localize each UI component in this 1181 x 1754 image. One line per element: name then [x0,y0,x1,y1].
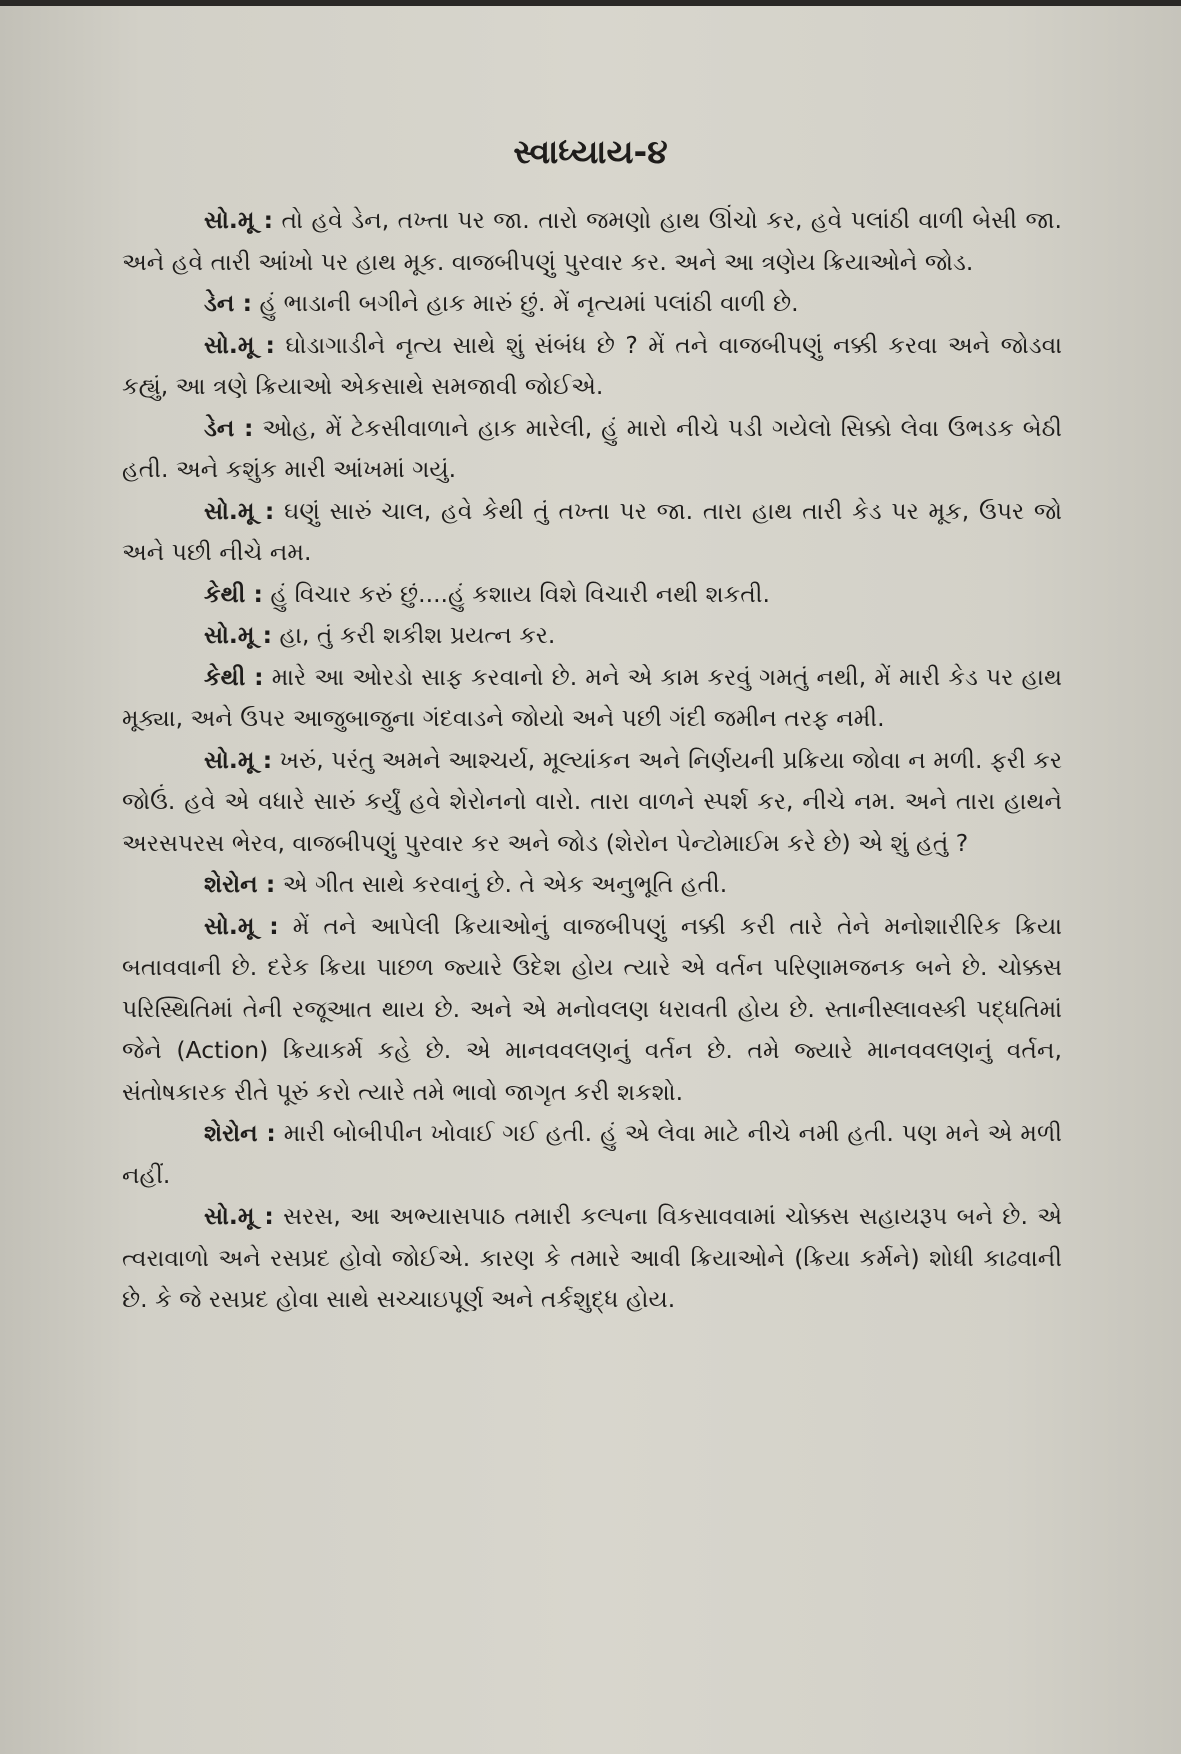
dialogue-text: ઘોડાગાડીને નૃત્ય સાથે શું સંબંધ છે ? મેં તને વાજબીપણું નક્કી કરવા અને જોડવા કહ્યું, આ ત્રણે ક્રિયાઓ એકસાથે સમજાવી જોઈએ. [122,330,1062,400]
dialogue-text: મેં તને આપેલી ક્રિયાઓનું વાજબીપણું નક્કી કરી તારે તેને મનોશારીરિક ક્રિયા બતાવવાની છે. દરેક ક્રિયા પાછળ જ્યારે ઉદેશ હોય ત્યારે એ વર્તન પરિણામજનક બને છે. ચોક્કસ પરિસ્થિતિમાં તેની રજૂઆત થાય છે. અને એ મનોવલણ ધરાવતી હોય છે. સ્તાનીસ્લાવસ્કી પદ્ધતિમાં જેને (Action) ક્રિયાકર્મ કહે છે. એ માનવવલણનું વર્તન છે. તમે જ્યારે માનવવલણનું વર્તન, સંતોષકારક રીતે પૂરું કરો ત્યારે તમે ભાવો જાગૃત કરી શકશો. [122,911,1062,1106]
dialogue-paragraph [122,283,1062,325]
dialogue-paragraph [122,408,1062,491]
speaker-label: સો.મૂ : [204,330,275,359]
dialogue-paragraph [122,574,1062,616]
dialogue-text: ઘણું સારું ચાલ, હવે કેથી તું તખ્તા પર જા. તારા હાથ તારી કેડ પર મૂક, ઉપર જો અને પછી નીચે નમ. [122,496,1062,566]
speaker-label: સો.મૂ : [204,621,273,649]
speaker-label: સો.મૂ : [204,206,274,234]
speaker-label: ડેન : [204,289,252,317]
speaker-label: શેરોન : [204,870,276,898]
dialogue-text: તો હવે ડેન, તખ્તા પર જા. તારો જમણો હાથ ઊંચો કર, હવે પલાંઠી વાળી બેસી જા. અને હવે તારી આંખો પર હાથ મૂક. વાજબીપણું પુરવાર કર. અને આ ત્રણેય ક્રિયાઓને જોડ. [122,206,1062,276]
dialogue-paragraph [122,1113,1062,1196]
dialogue-text: મારી બોબીપીન ખોવાઈ ગઈ હતી. હું એ લેવા માટે નીચે નમી હતી. પણ મને એ મળી નહીં. [122,1119,1063,1189]
dialogue-paragraph [122,200,1062,283]
speaker-label: કેથી : [204,579,263,608]
dialogue-paragraph [122,864,1062,906]
dialogue-text: સરસ, આ અભ્યાસપાઠ તમારી કલ્પના વિકસાવવામાં ચોક્કસ સહાયરૂપ બને છે. એ ત્વરાવાળો અને રસપ્રદ હોવો જોઈએ. કારણ કે તમારે આવી ક્રિયાઓને (ક્રિયા કર્મને) શોધી કાઢવાની છે. કે જે રસપ્રદ હોવા સાથે સચ્ચાઇપૂર્ણ અને તર્કશુદ્ધ હોય. [122,1202,1062,1313]
dialogue-text: હા, તું કરી શકીશ પ્રયત્ન કર. [272,621,556,649]
speaker-label: સો.મૂ : [204,911,279,940]
dialogue-text: એ ગીત સાથે કરવાનું છે. તે એક અનુભૂતિ હતી. [275,870,728,898]
dialogue-paragraph [122,491,1062,574]
dialogue-paragraph [122,657,1062,740]
dialogue-paragraph [122,325,1062,408]
dialogue-text: ઓહ, મેં ટેકસીવાળાને હાક મારેલી, હું મારો નીચે પડી ગયેલો સિક્કો લેવા ઉભડક બેઠી હતી. અને કશુંક મારી આંખમાં ગયું. [122,413,1062,483]
speaker-label: સો.મૂ : [204,1202,274,1230]
page-top-edge [0,0,1181,6]
speaker-label: ડેન : [204,413,254,442]
dialogue-body [122,200,1062,1321]
dialogue-paragraph [122,1196,1062,1321]
page-title: સ્વાધ્યાય-૪ [513,132,668,171]
dialogue-text: હું ભાડાની બગીને હાક મારું છું. મેં નૃત્યમાં પલાંઠી વાળી છે. [252,289,799,317]
dialogue-paragraph [122,615,1062,657]
speaker-label: શેરોન : [204,1119,276,1147]
dialogue-text: ખરું, પરંતુ અમને આશ્ચર્ય, મૂલ્યાંકન અને નિર્ણયની પ્રક્રિયા જોવા ન મળી. ફરી કર જોઉં. હવે એ વધારે સારું કર્યું હવે શેરોનનો વારો. તારા વાળને સ્પર્શ કર, નીચે નમ. અને તારા હાથને અરસપરસ ભેરવ, વાજબીપણું પુરવાર કર અને જોડ (શેરોન પેન્ટોમાઈમ કરે છે) એ શું હતું ? [122,745,1062,857]
speaker-label: સો.મૂ : [204,745,273,774]
dialogue-text: હું વિચાર કરું છું....હું કશાય વિશે વિચારી નથી શકતી. [262,579,770,608]
dialogue-paragraph [122,906,1062,1114]
speaker-label: કેથી : [204,662,264,691]
dialogue-text: મારે આ ઓરડો સાફ કરવાનો છે. મને એ કામ કરવું ગમતું નથી, મેં મારી કેડ પર હાથ મૂક્યા, અને ઉપર આજુબાજુના ગંદવાડને જોયો અને પછી ગંદી જમીન તરફ નમી. [122,662,1062,732]
speaker-label: સો.મૂ : [204,496,275,525]
dialogue-paragraph [122,740,1062,865]
